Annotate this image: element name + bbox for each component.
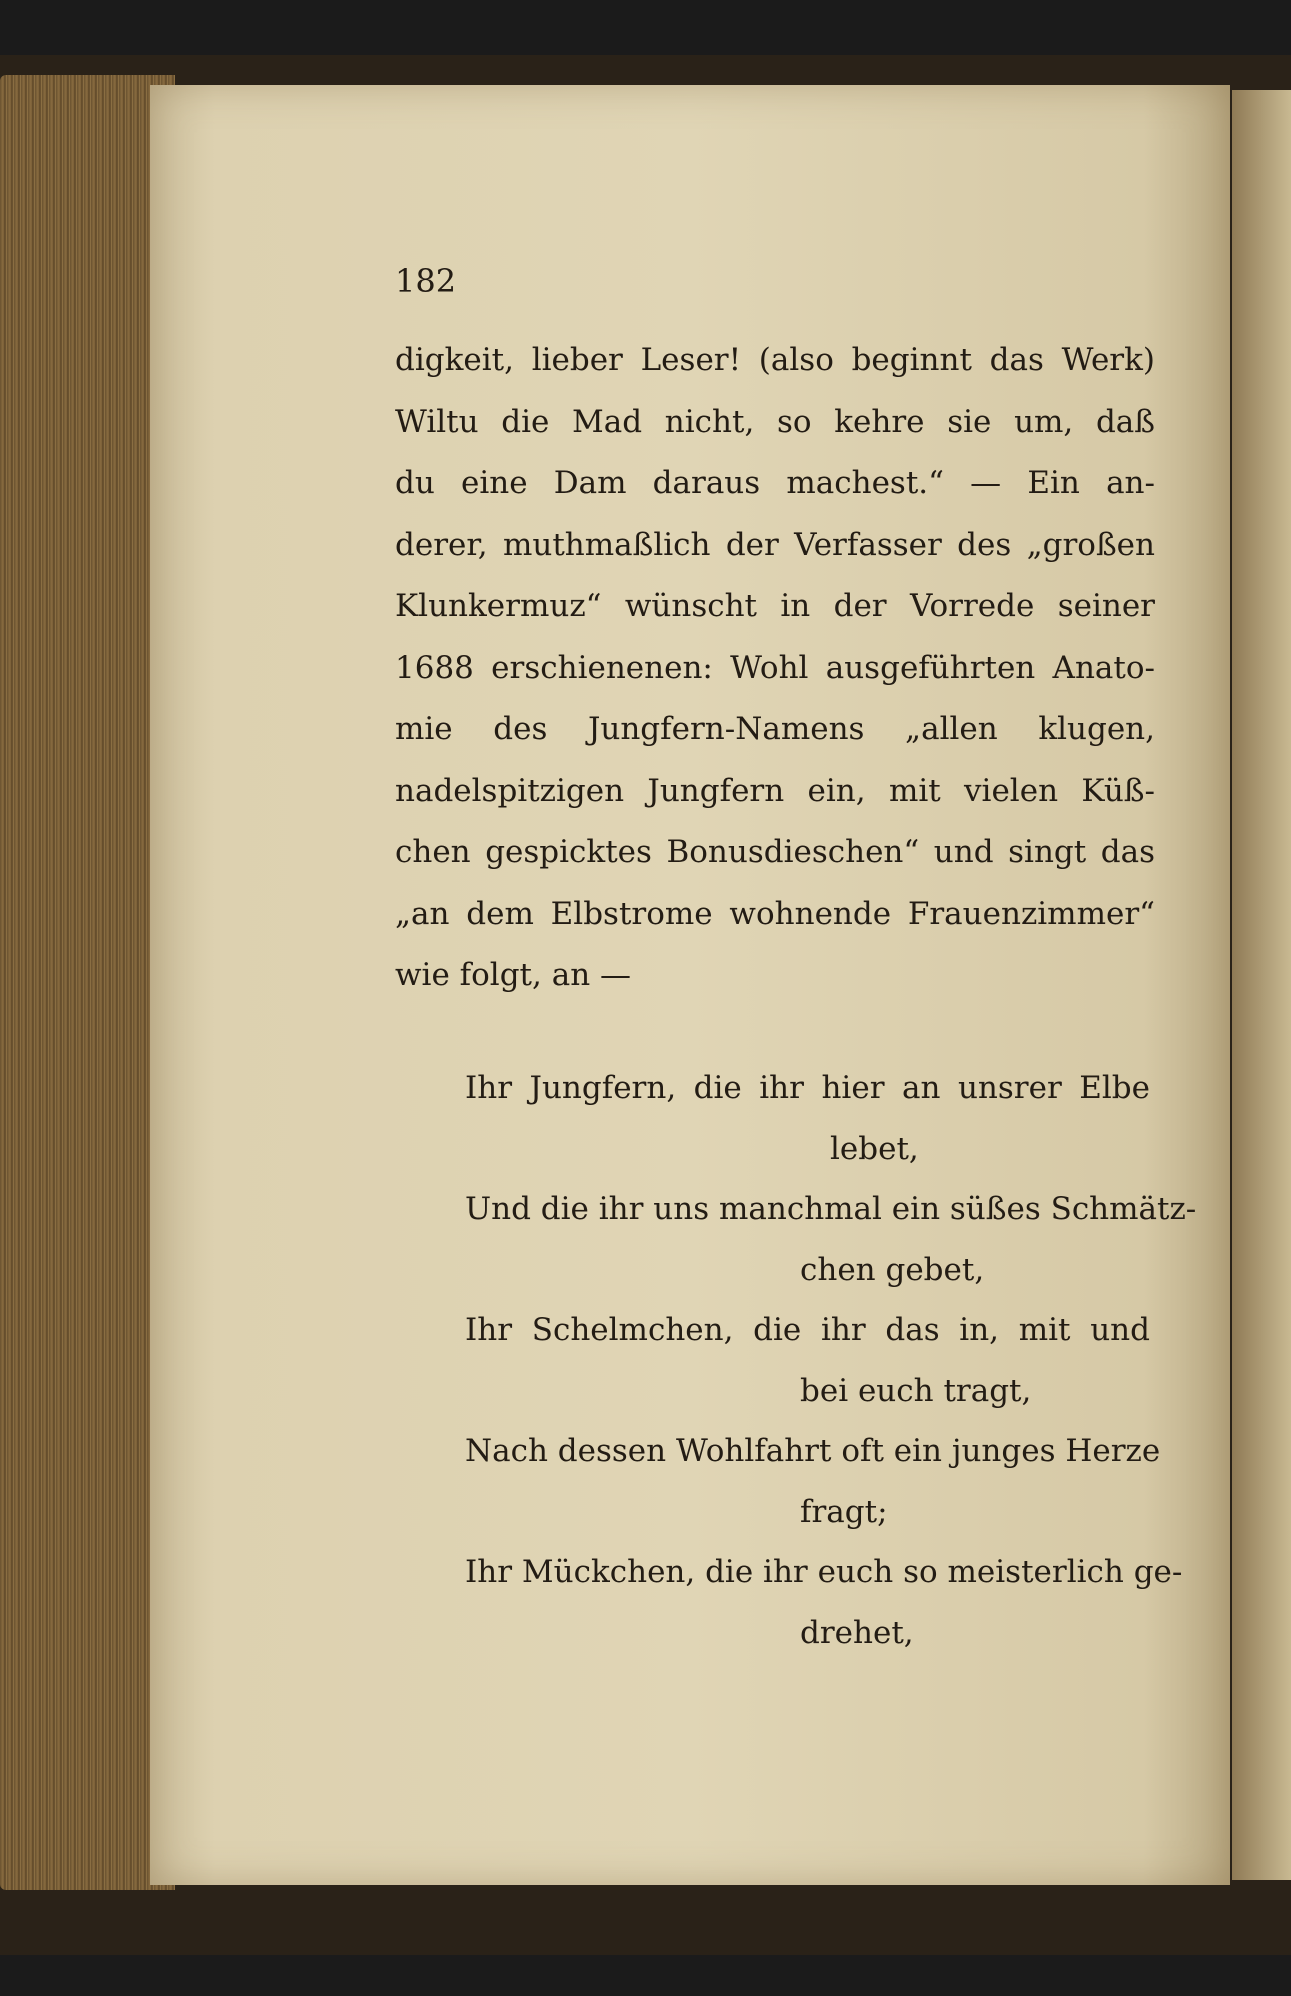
prose-line: derer, muthmaßlich der Verfasser des „großen <box>395 526 1155 563</box>
prose-line: Klunkermuz“ wünscht in der Vorrede seiner <box>395 588 1155 624</box>
prose-line: mie des Jungfern-Namens „allen klugen, <box>395 711 1155 747</box>
prose-line: digkeit, lieber Leser! (also beginnt das Werk) <box>395 342 1155 378</box>
poem-line: Ihr Mückchen, die ihr euch so meisterlich ge- <box>465 1554 1183 1590</box>
facing-page-edge <box>1232 90 1291 1880</box>
poem-line-continuation: bei euch tragt, <box>800 1372 1032 1409</box>
page-number: 182 <box>395 262 457 300</box>
poem-line: Ihr Schelmchen, die ihr das in, mit und <box>465 1312 1150 1348</box>
prose-line: „an dem Elbstrome wohnende Frauenzimmer“ <box>395 895 1155 932</box>
prose-text <box>395 330 1155 1007</box>
poem-line-continuation: drehet, <box>800 1614 914 1651</box>
prose-line: du eine Dam daraus machest.“ — Ein an- <box>395 465 1155 501</box>
prose-line: 1688 erschienenen: Wohl ausgeführten Anato- <box>395 649 1155 686</box>
page-edges <box>0 75 175 1890</box>
prose-line: chen gespicktes Bonusdieschen“ und singt das <box>395 834 1155 870</box>
poem <box>465 1058 1197 1663</box>
prose-line: nadelspitzigen Jungfern ein, mit vielen Küß- <box>395 772 1155 809</box>
poem-line-continuation: lebet, <box>830 1130 919 1167</box>
poem-line-continuation: fragt; <box>800 1493 888 1530</box>
poem-line-continuation: chen gebet, <box>800 1251 985 1288</box>
poem-line: Nach dessen Wohlfahrt oft ein junges Herze <box>465 1433 1161 1469</box>
prose-line: Wiltu die Mad nicht, so kehre sie um, daß <box>395 403 1155 440</box>
poem-line: Und die ihr uns manchmal ein süßes Schmätz- <box>465 1191 1197 1227</box>
prose-line: wie folgt, an — <box>395 957 632 993</box>
poem-line: Ihr Jungfern, die ihr hier an unsrer Elbe <box>465 1070 1150 1106</box>
